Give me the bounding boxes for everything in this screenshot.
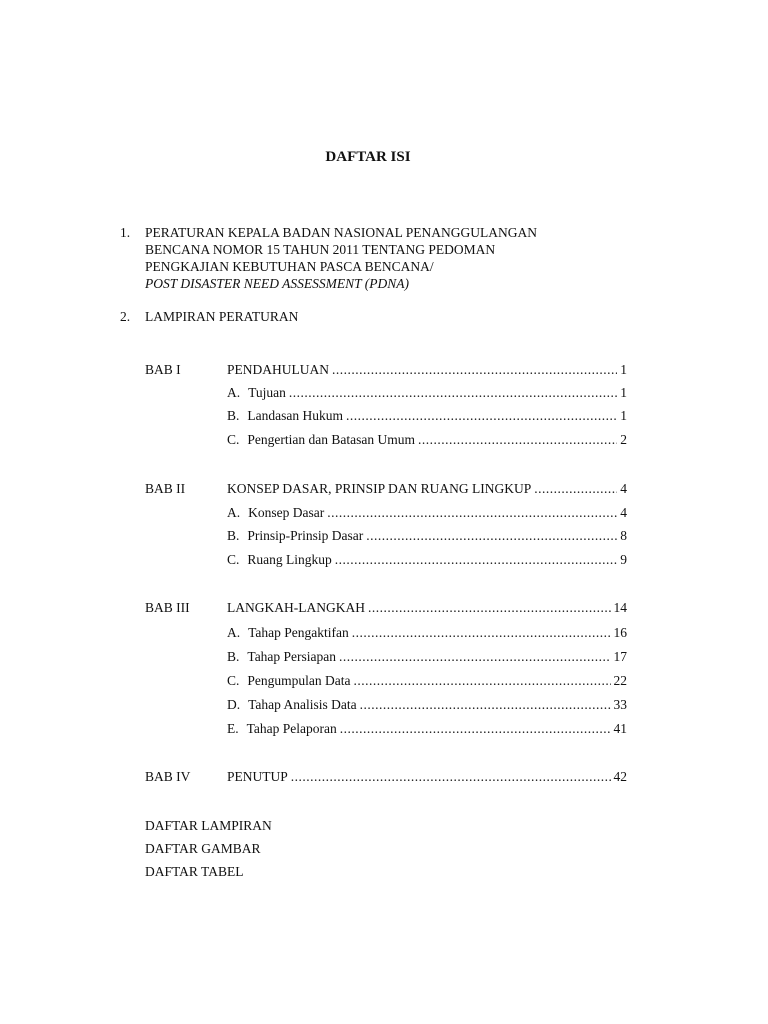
page-number: 4: [620, 505, 627, 520]
appendix-item[interactable]: DAFTAR GAMBAR: [145, 841, 261, 856]
chapter-label: BAB II: [145, 481, 186, 496]
section-letter: A.: [227, 505, 241, 520]
chapter-title: PENDAHULUAN: [227, 362, 329, 377]
page-number: 9: [620, 552, 627, 567]
page-number: 2: [620, 432, 627, 447]
page-number: 33: [613, 697, 627, 712]
section-title: Tahap Persiapan: [247, 649, 337, 664]
leader-dots: [327, 506, 617, 520]
leader-dots: [352, 626, 611, 640]
chapter-title: LANGKAH-LANGKAH: [227, 600, 365, 615]
item-2-number: 2.: [120, 309, 131, 324]
page-number: 41: [613, 721, 627, 736]
toc-chapter-row[interactable]: [227, 363, 627, 377]
page-number: 16: [613, 625, 627, 640]
leader-dots: [360, 698, 611, 712]
appendix-item[interactable]: DAFTAR TABEL: [145, 864, 244, 879]
chapter-label: BAB I: [145, 362, 181, 377]
section-title: Pengertian dan Batasan Umum: [247, 432, 415, 447]
leader-dots: [332, 363, 617, 377]
toc-section-row[interactable]: [227, 553, 627, 567]
leader-dots: [339, 650, 610, 664]
toc-section-row[interactable]: [227, 386, 627, 400]
leader-dots: [368, 601, 611, 615]
item-1-line-1: PERATURAN KEPALA BADAN NASIONAL PENANGGULANGAN: [145, 225, 538, 240]
leader-dots: [335, 553, 617, 567]
chapter-label: BAB IV: [145, 769, 191, 784]
toc-section-row[interactable]: [227, 626, 627, 640]
section-letter: C.: [227, 552, 240, 567]
leader-dots: [289, 386, 617, 400]
page-number: 1: [620, 385, 627, 400]
item-1-number: 1.: [120, 225, 131, 240]
page-number: 1: [620, 408, 627, 423]
section-title: Ruang Lingkup: [247, 552, 332, 567]
toc-chapter-row[interactable]: [227, 601, 627, 615]
leader-dots: [340, 722, 611, 736]
appendix-item[interactable]: DAFTAR LAMPIRAN: [145, 818, 272, 833]
leader-dots: [354, 674, 611, 688]
toc-section-row[interactable]: [227, 506, 627, 520]
page-title: DAFTAR ISI: [325, 149, 411, 165]
section-letter: D.: [227, 697, 241, 712]
leader-dots: [534, 482, 617, 496]
section-title: Tahap Analisis Data: [248, 697, 357, 712]
page-number: 4: [620, 481, 627, 496]
leader-dots: [346, 409, 617, 423]
page-number: 14: [613, 600, 627, 615]
item-1-line-2: BENCANA NOMOR 15 TAHUN 2011 TENTANG PEDOMAN: [145, 242, 496, 257]
section-title: Tahap Pengaktifan: [248, 625, 349, 640]
section-title: Pengumpulan Data: [247, 673, 351, 688]
toc-section-row[interactable]: [227, 529, 627, 543]
item-1-line-4: POST DISASTER NEED ASSESSMENT (PDNA): [145, 276, 409, 291]
section-title: Tujuan: [248, 385, 286, 400]
section-title: Prinsip-Prinsip Dasar: [247, 528, 364, 543]
toc-section-row[interactable]: [227, 650, 627, 664]
section-letter: B.: [227, 408, 240, 423]
toc-section-row[interactable]: [227, 722, 627, 736]
section-title: Tahap Pelaporan: [246, 721, 337, 736]
toc-section-row[interactable]: [227, 674, 627, 688]
chapter-title: PENUTUP: [227, 769, 288, 784]
section-title: Konsep Dasar: [248, 505, 325, 520]
section-letter: C.: [227, 673, 240, 688]
leader-dots: [291, 770, 611, 784]
toc-section-row[interactable]: [227, 433, 627, 447]
item-2-label: LAMPIRAN PERATURAN: [145, 309, 299, 324]
section-letter: A.: [227, 385, 241, 400]
section-title: Landasan Hukum: [247, 408, 343, 423]
chapter-title: KONSEP DASAR, PRINSIP DAN RUANG LINGKUP: [227, 481, 532, 496]
section-letter: B.: [227, 528, 240, 543]
page-number: 8: [620, 528, 627, 543]
section-letter: B.: [227, 649, 240, 664]
toc-chapter-row[interactable]: [227, 482, 627, 496]
leader-dots: [366, 529, 617, 543]
page-number: 42: [613, 769, 627, 784]
section-letter: A.: [227, 625, 241, 640]
item-1-line-3: PENGKAJIAN KEBUTUHAN PASCA BENCANA/: [145, 259, 434, 274]
page-number: 1: [620, 362, 627, 377]
chapter-label: BAB III: [145, 600, 190, 615]
section-letter: C.: [227, 432, 240, 447]
toc-section-row[interactable]: [227, 409, 627, 423]
section-letter: E.: [227, 721, 239, 736]
page-number: 22: [613, 673, 627, 688]
toc-section-row[interactable]: [227, 698, 627, 712]
page-number: 17: [613, 649, 627, 664]
leader-dots: [418, 433, 617, 447]
toc-chapter-row[interactable]: [227, 770, 627, 784]
